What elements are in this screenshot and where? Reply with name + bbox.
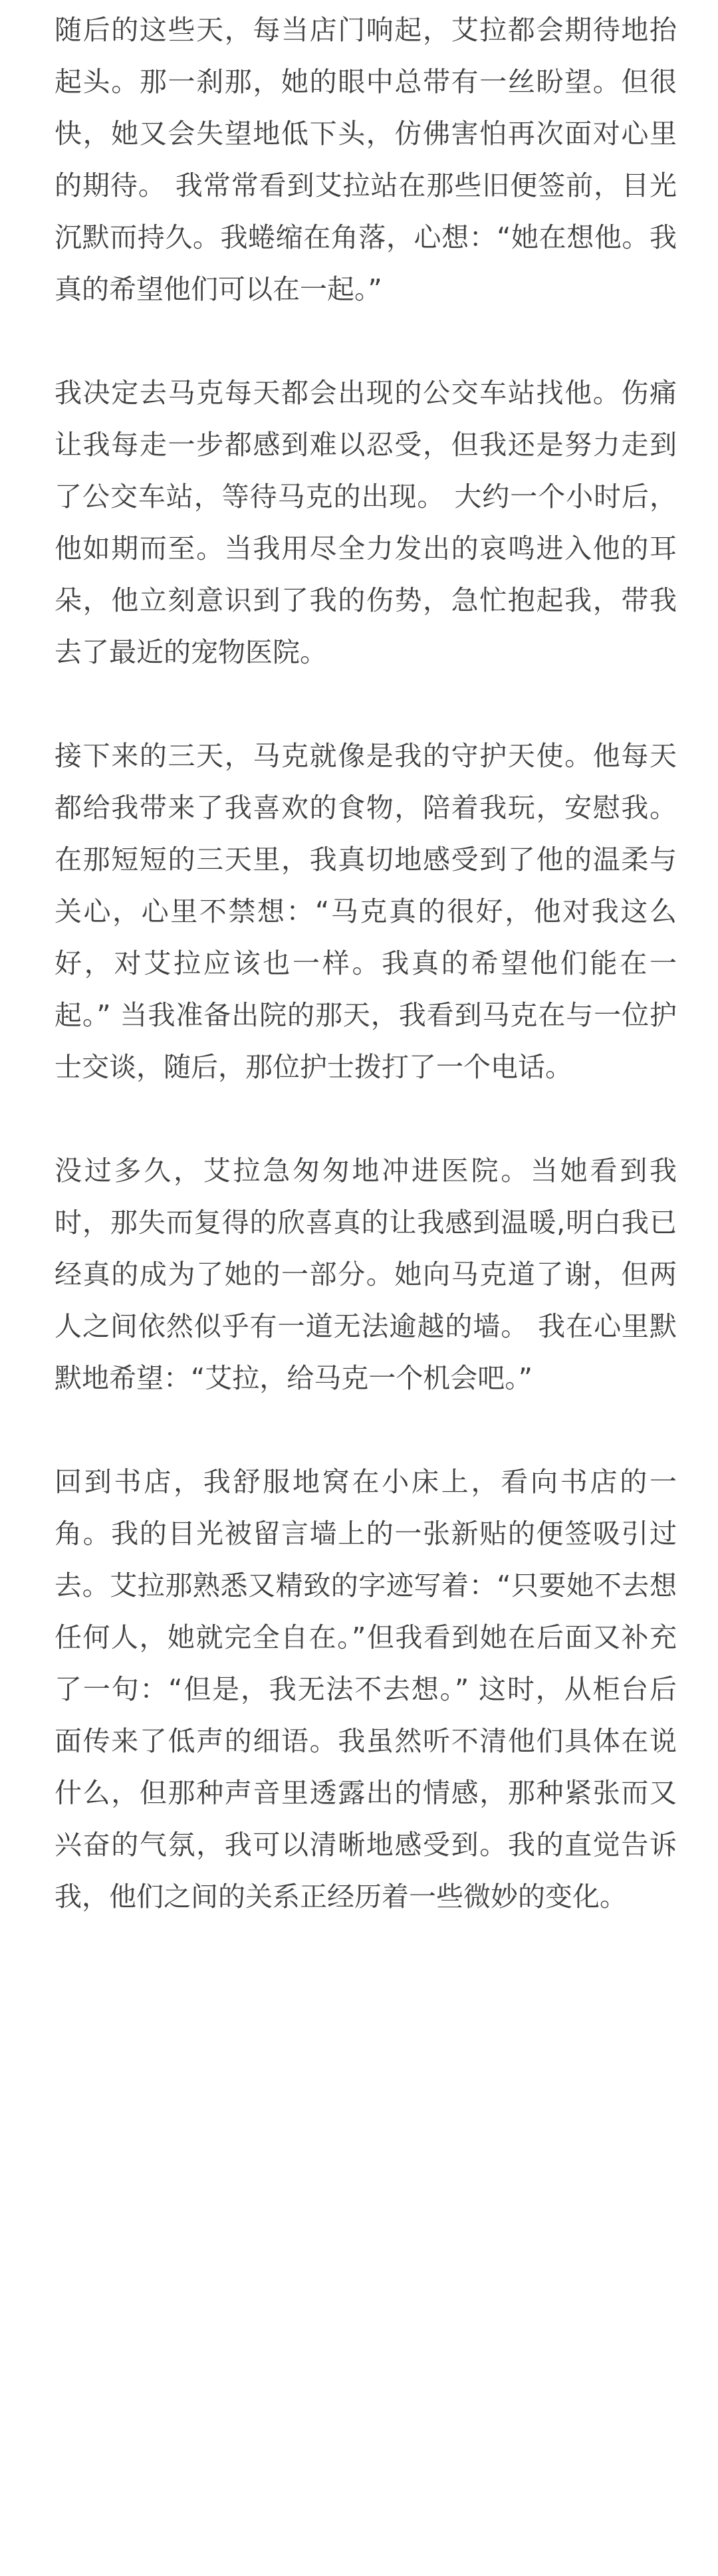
paragraph: 随后的这些天，每当店门响起，艾拉都会期待地抬起头。那一刹那，她的眼中总带有一丝盼望。但很快，她又会失望地低下头，仿佛害怕再次面对心里的期待。 我常常看到艾拉站在那些旧便签前，目光沉默而持久。我蜷缩在角落，心想：“她在想他。我真的希望他们可以在一起。”: [55, 14, 677, 305]
paragraph: 接下来的三天，马克就像是我的守护天使。他每天都给我带来了我喜欢的食物，陪着我玩，安慰我。在那短短的三天里，我真切地感受到了他的温柔与关心，心里不禁想：“马克真的很好，他对我这么好，对艾拉应该也一样。我真的希望他们能在一起。” 当我准备出院的那天，我看到马克在与一位护士交谈，随后，那位护士拨打了一个电话。: [55, 740, 677, 1083]
paragraph: 回到书店，我舒服地窝在小床上，看向书店的一角。我的目光被留言墙上的一张新贴的便签吸引过去。艾拉那熟悉又精致的字迹写着：“只要她不去想任何人，她就完全自在。”但我看到她在后面又补充了一句：“但是，我无法不去想。” 这时，从柜台后面传来了低声的细语。我虽然听不清他们具体在说什么，但那种声音里透露出的情感，那种紧张而又兴奋的气氛，我可以清晰地感受到。我的直觉告诉我，他们之间的关系正经历着一些微妙的变化。: [55, 1466, 677, 1913]
paragraph: 没过多久，艾拉急匆匆地冲进医院。当她看到我时，那失而复得的欣喜真的让我感到温暖,明白我已经真的成为了她的一部分。她向马克道了谢，但两人之间依然似乎有一道无法逾越的墙。 我在心里默默地希望：“艾拉，给马克一个机会吧。”: [55, 1155, 677, 1394]
paragraph: 我决定去马克每天都会出现的公交车站找他。伤痛让我每走一步都感到难以忍受，但我还是努力走到了公交车站，等待马克的出现。 大约一个小时后，他如期而至。当我用尽全力发出的哀鸣进入他的耳朵，他立刻意识到了我的伤势，急忙抱起我，带我去了最近的宠物医院。: [55, 377, 677, 668]
article-body: [55, 0, 677, 1974]
